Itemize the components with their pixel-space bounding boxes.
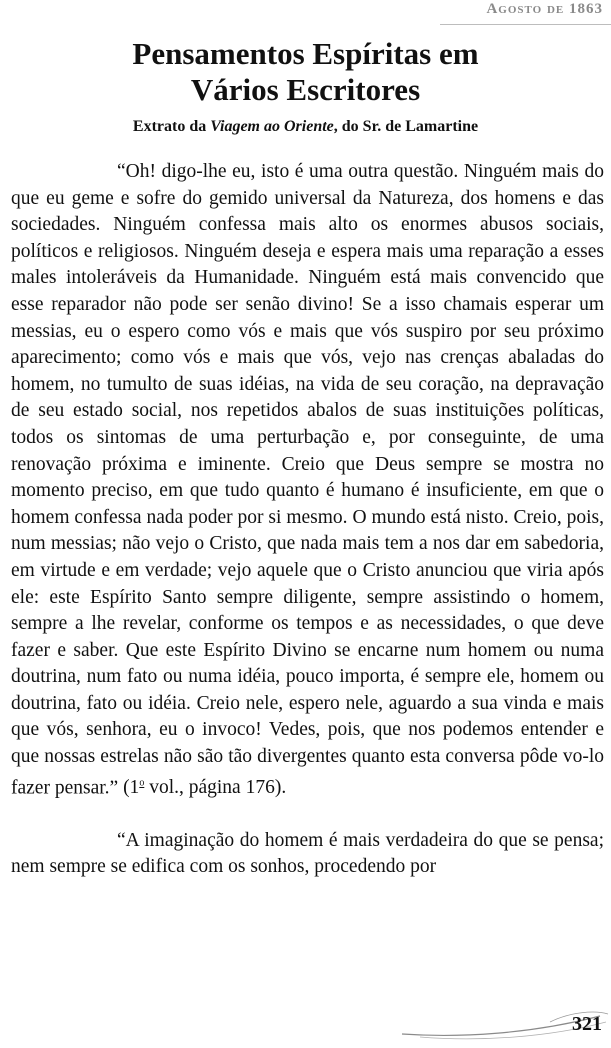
paragraph-2: “A imaginação do homem é mais verdadeira do que se pensa; nem sempre se edifica com os sonhos, procedendo por [11, 829, 604, 878]
body-text [11, 159, 604, 881]
citation-rest: vol., página 176). [144, 777, 287, 799]
title-line-2: Vários Escritores [190, 72, 421, 107]
running-head: Agosto de 1863 [486, 1, 603, 17]
page-number: 321 [572, 1013, 602, 1035]
header-rule [440, 24, 611, 25]
citation-superscript: o [139, 777, 145, 789]
chapter-subtitle [0, 118, 611, 136]
subtitle-suffix: , do Sr. de Lamartine [333, 118, 479, 135]
citation-open: (1 [123, 777, 140, 799]
citation [123, 777, 286, 798]
paragraph-1-text: “Oh! digo-lhe eu, isto é uma outra questão. Ninguém mais do que eu geme e sofre do gemido universal da Natureza, dos homens e das sociedades. Ninguém confessa mais alto os enormes abusos sociais, políticos e religiosos. Ninguém deseja e espera mais uma reparação a esses males intoleráveis da Humanidade. Ninguém está mais convencido que esse reparador não pode ser senão divino! Se a isso chamais esperar um messias, eu o espero como vós e mais que vós suspiro por seu próximo aparecimento; como vós e mais que vós, vejo nas crenças abaladas do homem, no tumulto de suas idéias, na vida de seu coração, na depravação de seu estado social, nos repetidos abalos de suas instituições políticas, todos os sintomas de uma perturbação e, por conseguinte, de uma renovação próxima e iminente. Creio que Deus sempre se mostra no momento preciso, em que tudo quanto é humano é insuficiente, em que o homem confessa nada poder por si mesmo. O mundo está nisto. Creio, pois, num messias; não vejo o Cristo, que nada mais tem a nos dar em sabedoria, em virtude e em verdade; vejo aquele que o Cristo anunciou que viria após ele: este Espírito Santo sempre diligente, sempre assistindo o homem, sempre a lhe revelar, conforme os tempos e as necessidades, o que deve fazer e saber. Que este Espírito Divino se encarne num homem ou numa doutrina, num fato ou numa idéia, pouco importa, é sempre ele, homem ou doutrina, fato ou idéia. Creio nele, espero nele, aguardo a sua vinda e mais que vós, senhora, eu o invoco! Vedes, pois, que nos podemos entender e que nossas estrelas não são tão divergentes quanto esta conversa pôde vo-lo fazer pensar.” [11, 161, 604, 799]
title-line-1: Pensamentos Espíritas em [132, 36, 479, 71]
paragraph-1 [11, 159, 604, 802]
chapter-title [0, 36, 611, 108]
subtitle-work: Viagem ao Oriente [210, 118, 334, 135]
subtitle-prefix: Extrato da [132, 118, 211, 135]
